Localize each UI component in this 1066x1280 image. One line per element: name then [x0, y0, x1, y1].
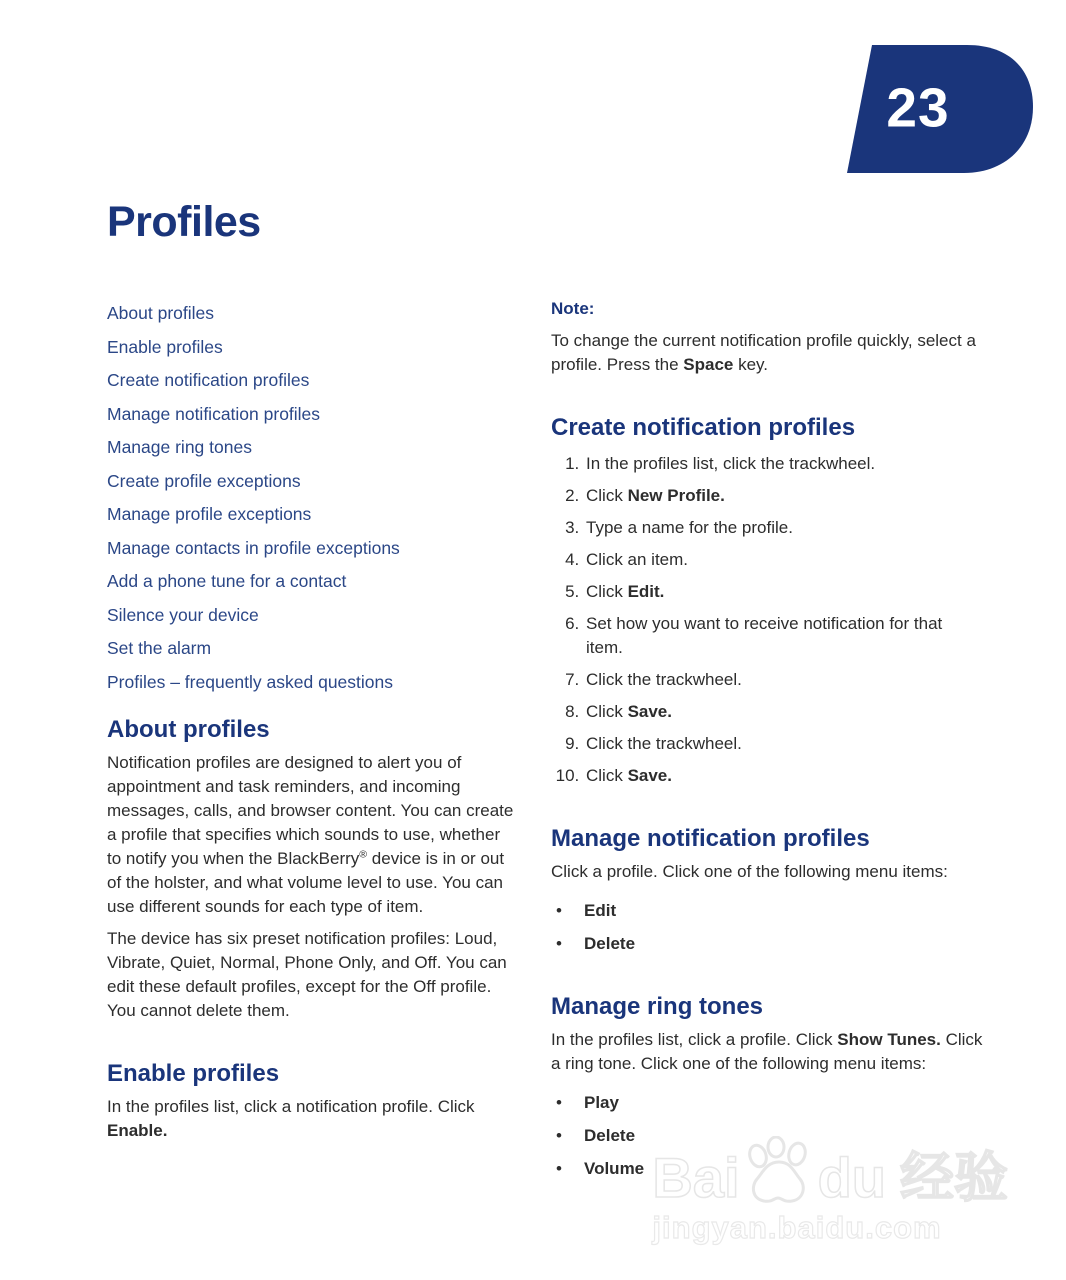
- section-about-profiles: [107, 716, 517, 1023]
- step-item: 1. In the profiles list, click the trackwheel.: [584, 452, 983, 476]
- menu-item: • Play: [551, 1091, 983, 1115]
- toc: [107, 297, 517, 699]
- step-item: 9. Click the trackwheel.: [584, 732, 983, 756]
- paragraph: In the profiles list, click a notification profile. Click Enable.: [107, 1097, 475, 1140]
- section-manage-notification-profiles: [551, 825, 983, 956]
- toc-link[interactable]: Silence your device: [107, 604, 259, 625]
- page-title: Profiles: [107, 198, 261, 246]
- note-label: Note:: [551, 299, 595, 318]
- paragraph: The device has six preset notification profiles: Loud, Vibrate, Quiet, Normal, Phone Only, and Off. You can edit these default profiles, except for the Off profile. You cannot delete them.: [107, 929, 507, 1020]
- toc-link[interactable]: Enable profiles: [107, 336, 223, 357]
- baidu-logo: [652, 1136, 1008, 1209]
- step-item: 5. Click Edit.: [584, 580, 983, 604]
- toc-link[interactable]: Manage profile exceptions: [107, 504, 312, 524]
- section-heading-about-profiles: About profiles: [107, 716, 270, 743]
- step-item: 10. Click Save.: [584, 764, 983, 788]
- step-item: 2. Click New Profile.: [584, 484, 983, 508]
- baidu-watermark-url: jingyan.baidu.com: [652, 1210, 942, 1245]
- section-enable-profiles: [107, 1060, 517, 1143]
- note-block: [551, 297, 983, 377]
- left-column: [107, 297, 517, 1143]
- paragraph: In the profiles list, click a profile. Click Show Tunes. Click a ring tone. Click one of the following menu items:: [551, 1030, 983, 1073]
- toc-link[interactable]: Manage notification profiles: [107, 403, 321, 424]
- paragraph: Notification profiles are designed to alert you of appointment and task reminders, and incoming messages, calls, and browser content. You can create a profile that specifies which sounds to use, whether to notify you when the BlackBerry® device is in or out of the holster, and what volume level to use. You can use different sounds for each type of item.: [107, 753, 514, 916]
- section-create-notification-profiles: [551, 414, 983, 788]
- step-item: 3. Type a name for the profile.: [584, 516, 983, 540]
- paragraph: Click a profile. Click one of the following menu items:: [551, 862, 948, 881]
- paw-icon: [742, 1136, 816, 1210]
- menu-item: • Delete: [551, 1124, 983, 1148]
- toc-link[interactable]: Create profile exceptions: [107, 470, 301, 491]
- baidu-logo-du: du: [817, 1146, 886, 1209]
- toc-link[interactable]: Add a phone tune for a contact: [107, 571, 347, 591]
- menu-item-list: [551, 899, 983, 956]
- menu-item: • Volume: [551, 1157, 983, 1181]
- baidu-watermark: [652, 1136, 1008, 1246]
- toc-link[interactable]: Manage contacts in profile exceptions: [107, 537, 400, 558]
- toc-link[interactable]: Manage ring tones: [107, 437, 252, 457]
- baidu-logo-jingyan-cn: 经验: [900, 1148, 1008, 1208]
- section-heading-manage-notification-profiles: Manage notification profiles: [551, 825, 870, 852]
- numbered-steps: [551, 452, 983, 788]
- toc-link[interactable]: Create notification profiles: [107, 370, 310, 390]
- toc-link[interactable]: About profiles: [107, 303, 215, 323]
- toc-link[interactable]: Set the alarm: [107, 638, 212, 658]
- baidu-logo-bai: Bai: [652, 1146, 740, 1209]
- step-item: 7. Click the trackwheel.: [584, 668, 983, 692]
- right-column: [551, 297, 983, 1190]
- step-item: 8. Click Save.: [584, 700, 983, 724]
- step-item: 4. Click an item.: [584, 548, 983, 572]
- page-number: 23: [886, 76, 950, 139]
- step-item: 6. Set how you want to receive notification for that item.: [584, 612, 983, 660]
- page-number-badge: [847, 45, 1033, 173]
- section-heading-enable-profiles: Enable profiles: [107, 1060, 280, 1087]
- menu-item: • Delete: [551, 932, 983, 956]
- note-text: To change the current notification profile quickly, select a profile. Press the Space key.: [551, 331, 976, 374]
- section-heading-manage-ring-tones: Manage ring tones: [551, 993, 764, 1020]
- section-heading-create-notification-profiles: Create notification profiles: [551, 414, 856, 441]
- menu-item: • Edit: [551, 899, 983, 923]
- toc-link[interactable]: Profiles – frequently asked questions: [107, 671, 393, 692]
